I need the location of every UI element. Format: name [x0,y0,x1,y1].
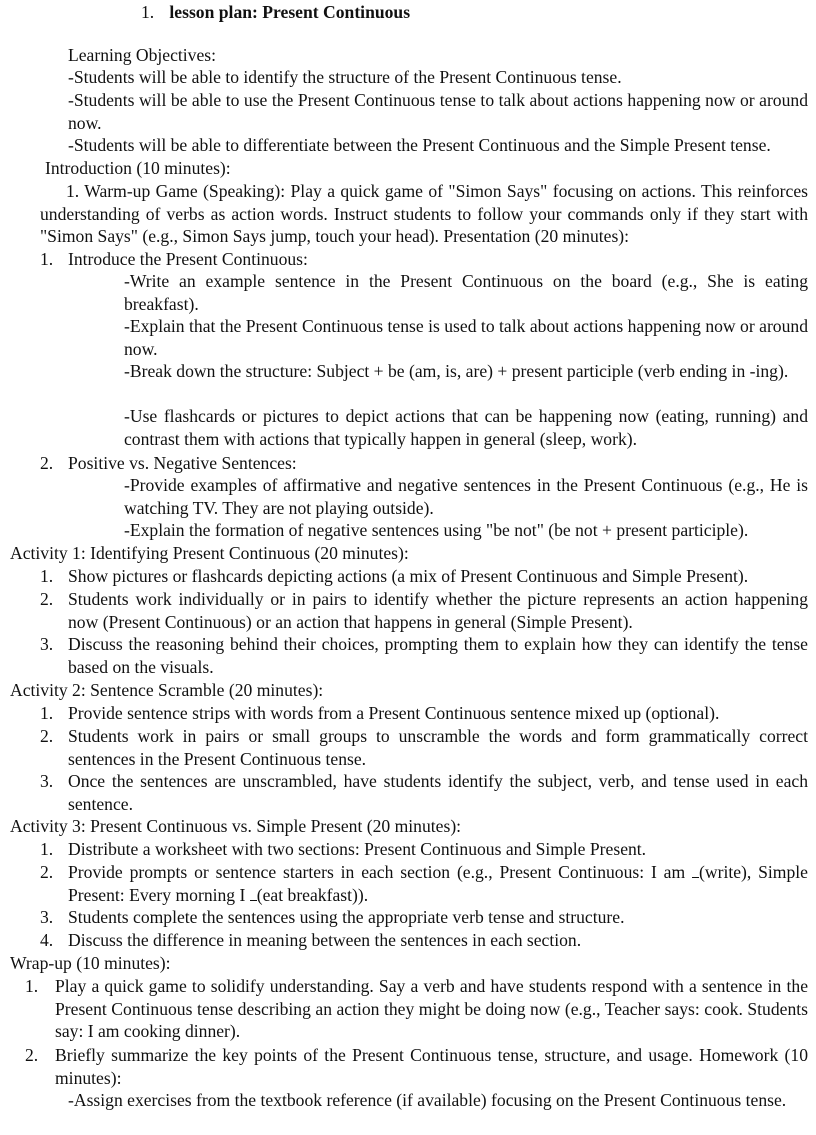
objective-item: -Students will be able to differentiate between the Present Continuous and the Simple Present tense. [68,135,771,155]
objectives-heading: Learning Objectives: [68,45,217,65]
activity1-item [40,633,808,678]
lesson-title [141,1,410,24]
item-text-part: (write), Simple Present: Every morning I [68,862,808,905]
wrapup-item [25,1044,808,1089]
activity2-item [40,702,808,724]
item-number: 3. [40,771,54,791]
fill-blank [692,863,699,878]
item-number: 3. [40,634,54,654]
activity1-heading: Activity 1: Identifying Present Continuous (20 minutes): [10,543,409,563]
item-text: Briefly summarize the key points of the Present Continuous tense, structure, and usage. Homework (10 minutes): [55,1045,808,1088]
item-text: Students work individually or in pairs to identify whether the picture represents an action happening now (Present Continuous) or an action that happens in general (Simple Present). [68,589,808,632]
fill-blank [250,886,257,901]
activity3-item [40,906,808,928]
item-number: 1. [40,249,54,269]
presentation-point: -Break down the structure: Subject + be (am, is, are) + present participle (verb ending in -ing). [124,361,789,381]
item-text: Provide sentence strips with words from a Present Continuous sentence mixed up (optional). [68,703,720,723]
item-number: 1. [25,976,39,996]
presentation-point: -Write an example sentence in the Present Continuous on the board (e.g., She is eating breakfast). [124,271,808,314]
item-number: 3. [40,907,54,927]
item-number: 1. [40,839,54,859]
presentation-point: -Use flashcards or pictures to depict actions that can be happening now (eating, running) and contrast them with actions that typically happen in general (sleep, work). [124,406,808,449]
item-number: 2. [40,862,54,882]
item-text: Students work in pairs or small groups to unscramble the words and form grammatically correct sentences in the Present Continuous tense. [68,726,808,769]
item-text: Distribute a worksheet with two sections: Present Continuous and Simple Present. [68,839,647,859]
title-text: lesson plan: Present Continuous [169,2,411,22]
activity2-item [40,725,808,770]
wrapup-item [25,975,808,1043]
item-number: 4. [40,930,54,950]
wrapup-heading: Wrap-up (10 minutes): [10,953,171,973]
item-text: Once the sentences are unscrambled, have students identify the subject, verb, and tense used in each sentence. [68,771,808,814]
item-heading: Positive vs. Negative Sentences: [68,453,297,473]
activity2-item [40,770,808,815]
item-text-part: Provide prompts or sentence starters in each section (e.g., Present Continuous: I am [68,862,693,882]
activity3-item [40,929,808,951]
homework-text: -Assign exercises from the textbook reference (if available) focusing on the Present Continuous tense. [68,1090,787,1110]
item-number: 2. [40,589,54,609]
activity2-heading: Activity 2: Sentence Scramble (20 minutes): [10,680,324,700]
presentation-point: -Explain the formation of negative sentences using "be not" (be not + present participle). [124,520,749,540]
item-number: 2. [40,726,54,746]
activity3-item [40,838,808,860]
objective-item: -Students will be able to use the Present Continuous tense to talk about actions happening now or around now. [68,90,808,133]
item-text: Discuss the difference in meaning between the sentences in each section. [68,930,582,950]
activity3-heading: Activity 3: Present Continuous vs. Simple Present (20 minutes): [10,816,462,836]
item-text: Students complete the sentences using the appropriate verb tense and structure. [68,907,625,927]
presentation-point: -Explain that the Present Continuous tense is used to talk about actions happening now or around now. [124,316,808,359]
title-number: 1. [141,2,155,22]
item-text-part: (eat breakfast)). [256,884,369,905]
presentation-point: -Provide examples of affirmative and negative sentences in the Present Continuous (e.g., He is watching TV. They are not playing outside). [124,475,808,518]
objective-item: -Students will be able to identify the structure of the Present Continuous tense. [68,67,622,87]
item-number: 1. [40,566,54,586]
activity1-item [40,588,808,633]
introduction-heading: Introduction (10 minutes): [45,158,231,178]
item-number: 2. [25,1045,39,1065]
presentation-item [40,452,808,474]
item-text [68,861,808,906]
item-text: Play a quick game to solidify understanding. Say a verb and have students respond with a sentence in the Present Continuous tense describing an action they might be doing now (e.g., Teacher says: cook. Students say: I am cooking dinner). [55,976,808,1042]
item-text: Discuss the reasoning behind their choices, prompting them to explain how they can identify the tense based on the visuals. [68,634,808,677]
activity3-item [40,861,808,906]
item-number: 2. [40,453,54,473]
item-heading: Introduce the Present Continuous: [68,249,308,269]
item-number: 1. [40,703,54,723]
presentation-item [40,248,808,270]
warmup-paragraph: 1. Warm-up Game (Speaking): Play a quick game of "Simon Says" focusing on actions. This reinforces understanding of verbs as action words. Instruct students to follow your commands only if they start with "Simon Says" (e.g., Simon Says jump, touch your head). Presentation (20 minutes): [40,181,808,247]
activity1-item [40,565,808,587]
item-text: Show pictures or flashcards depicting actions (a mix of Present Continuous and Simple Present). [68,566,749,586]
